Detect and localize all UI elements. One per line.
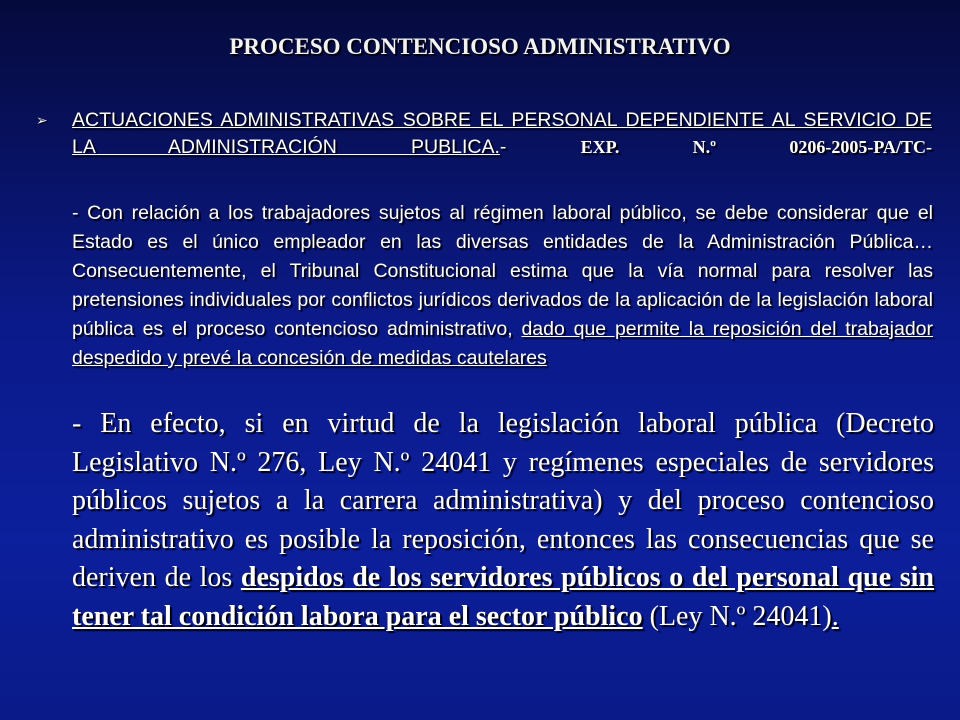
paragraph-2-emphasis: despidos de los servidores públicos o del personal que sin tener tal condición labora para el sector público bbox=[72, 562, 934, 632]
case-reference: EXP. N.º 0206-2005-PA/TC- bbox=[580, 137, 933, 157]
paragraph-2-period: . bbox=[831, 600, 839, 632]
bullet-heading bbox=[72, 107, 932, 161]
arrow-bullet-icon: ➢ bbox=[36, 113, 48, 129]
paragraph-1-text: - Con relación a los trabajadores sujetos al régimen laboral público, se debe considerar que el Estado es el único empleador en las diversas entidades de la Administración Pública… Consecuentemente, el Tribunal Constitucional estima que la vía normal para resolver las pretensiones individuales por conflictos jurídicos derivados de la aplicación de la legislación laboral pública es el proceso contencioso administrativo, bbox=[72, 202, 933, 340]
paragraph-1 bbox=[72, 199, 933, 373]
bullet-item bbox=[36, 107, 936, 161]
paragraph-2-text: - En efecto, si en virtud de la legislación laboral pública (Decreto Legislativo N.º 276, Ley N.º 24041 y regímenes especiales de servidores públicos sujetos a la carrera administrativa) y del proceso contencioso administrativo es posible la reposición, entonces las consecuencias que se deriven de los bbox=[72, 408, 934, 593]
heading-underlined-text: ACTUACIONES ADMINISTRATIVAS SOBRE EL PERSONAL DEPENDIENTE AL SERVICIO DE LA ADMINISTRACIÓN PUBLICA. bbox=[72, 109, 932, 158]
heading-separator: - bbox=[499, 136, 581, 158]
paragraph-1-underlined: dado que permite la reposición del trabajador despedido y prevé la concesión de medidas cautelares bbox=[72, 318, 933, 369]
paragraph-2 bbox=[72, 405, 934, 636]
paragraph-2-closing: (Ley N.º 24041) bbox=[642, 600, 832, 632]
slide-title: PROCESO CONTENCIOSO ADMINISTRATIVO bbox=[229, 34, 731, 59]
